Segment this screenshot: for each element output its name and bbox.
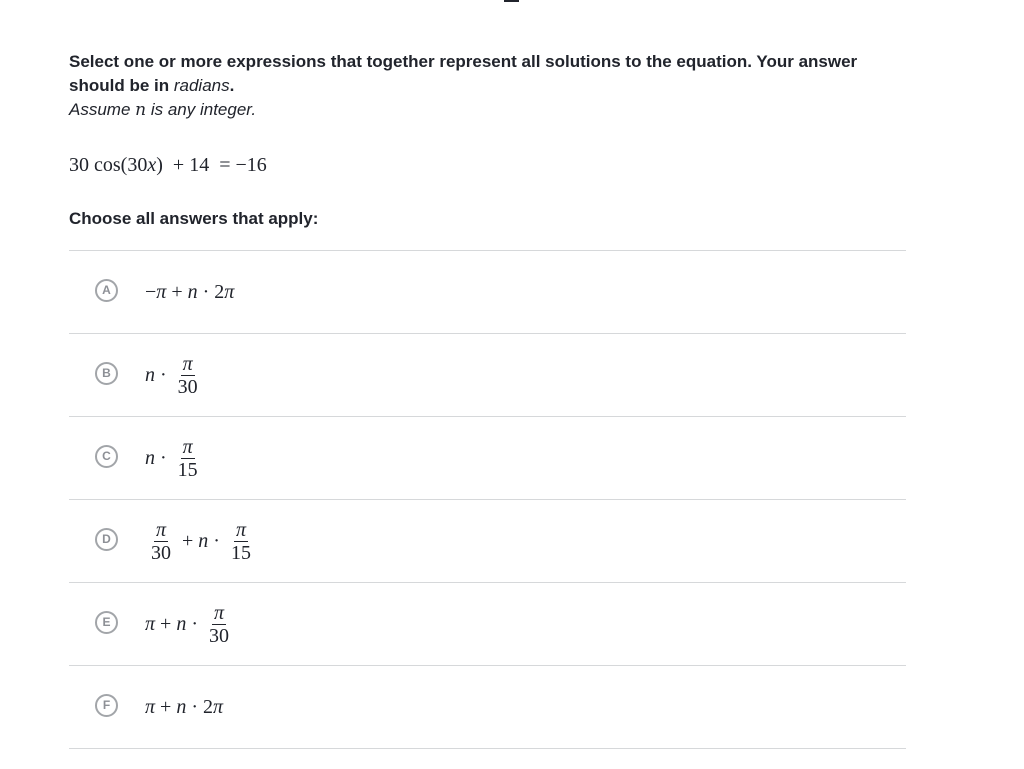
choice-e[interactable]	[69, 583, 906, 666]
choice-expression-e: π + n · $\frac{\pi}{30}$	[145, 601, 229, 647]
choice-a[interactable]	[69, 251, 906, 334]
choice-letter-c: C	[95, 445, 118, 468]
choice-expression-b: n · $\frac{\pi}{30}$	[145, 352, 198, 398]
choice-letter-a: A	[95, 279, 118, 302]
choice-letter-d: D	[95, 528, 118, 551]
choice-c[interactable]	[69, 417, 906, 500]
answer-choices	[69, 250, 906, 749]
choose-label: Choose all answers that apply:	[69, 209, 319, 228]
assumption-text: Assume n is any integer.	[69, 100, 257, 120]
choice-d[interactable]	[69, 500, 906, 583]
fraction: $\frac{\pi}{30}$	[177, 352, 198, 398]
fraction: $\frac{\pi}{15}$	[230, 518, 251, 564]
fraction: $\frac{\pi}{30}$	[208, 601, 229, 647]
choice-expression-d: $\frac{\pi}{30}$ + n · $\frac{\pi}{15}$	[151, 518, 251, 564]
choice-expression-a: − π + n · 2 π	[145, 280, 235, 303]
choice-letter-f: F	[95, 694, 118, 717]
choice-letter-b: B	[95, 362, 118, 385]
fraction: $\frac{\pi}{15}$	[177, 435, 198, 481]
question-prompt: Select one or more expressions that together represent all solutions to the equation. Your answer should be in radians.	[69, 52, 858, 95]
fraction: $\frac{\pi}{30}$	[151, 518, 171, 564]
choice-expression-c: n · $\frac{\pi}{15}$	[145, 435, 198, 481]
choice-letter-e: E	[95, 611, 118, 634]
choice-f[interactable]	[69, 666, 906, 749]
choice-expression-f: π + n · 2 π	[145, 695, 224, 718]
choice-b[interactable]	[69, 334, 906, 417]
top-scroll-indicator	[504, 0, 519, 2]
equation: 30 cos(30x) + 14 = −16	[69, 154, 267, 176]
question-area	[69, 50, 906, 231]
